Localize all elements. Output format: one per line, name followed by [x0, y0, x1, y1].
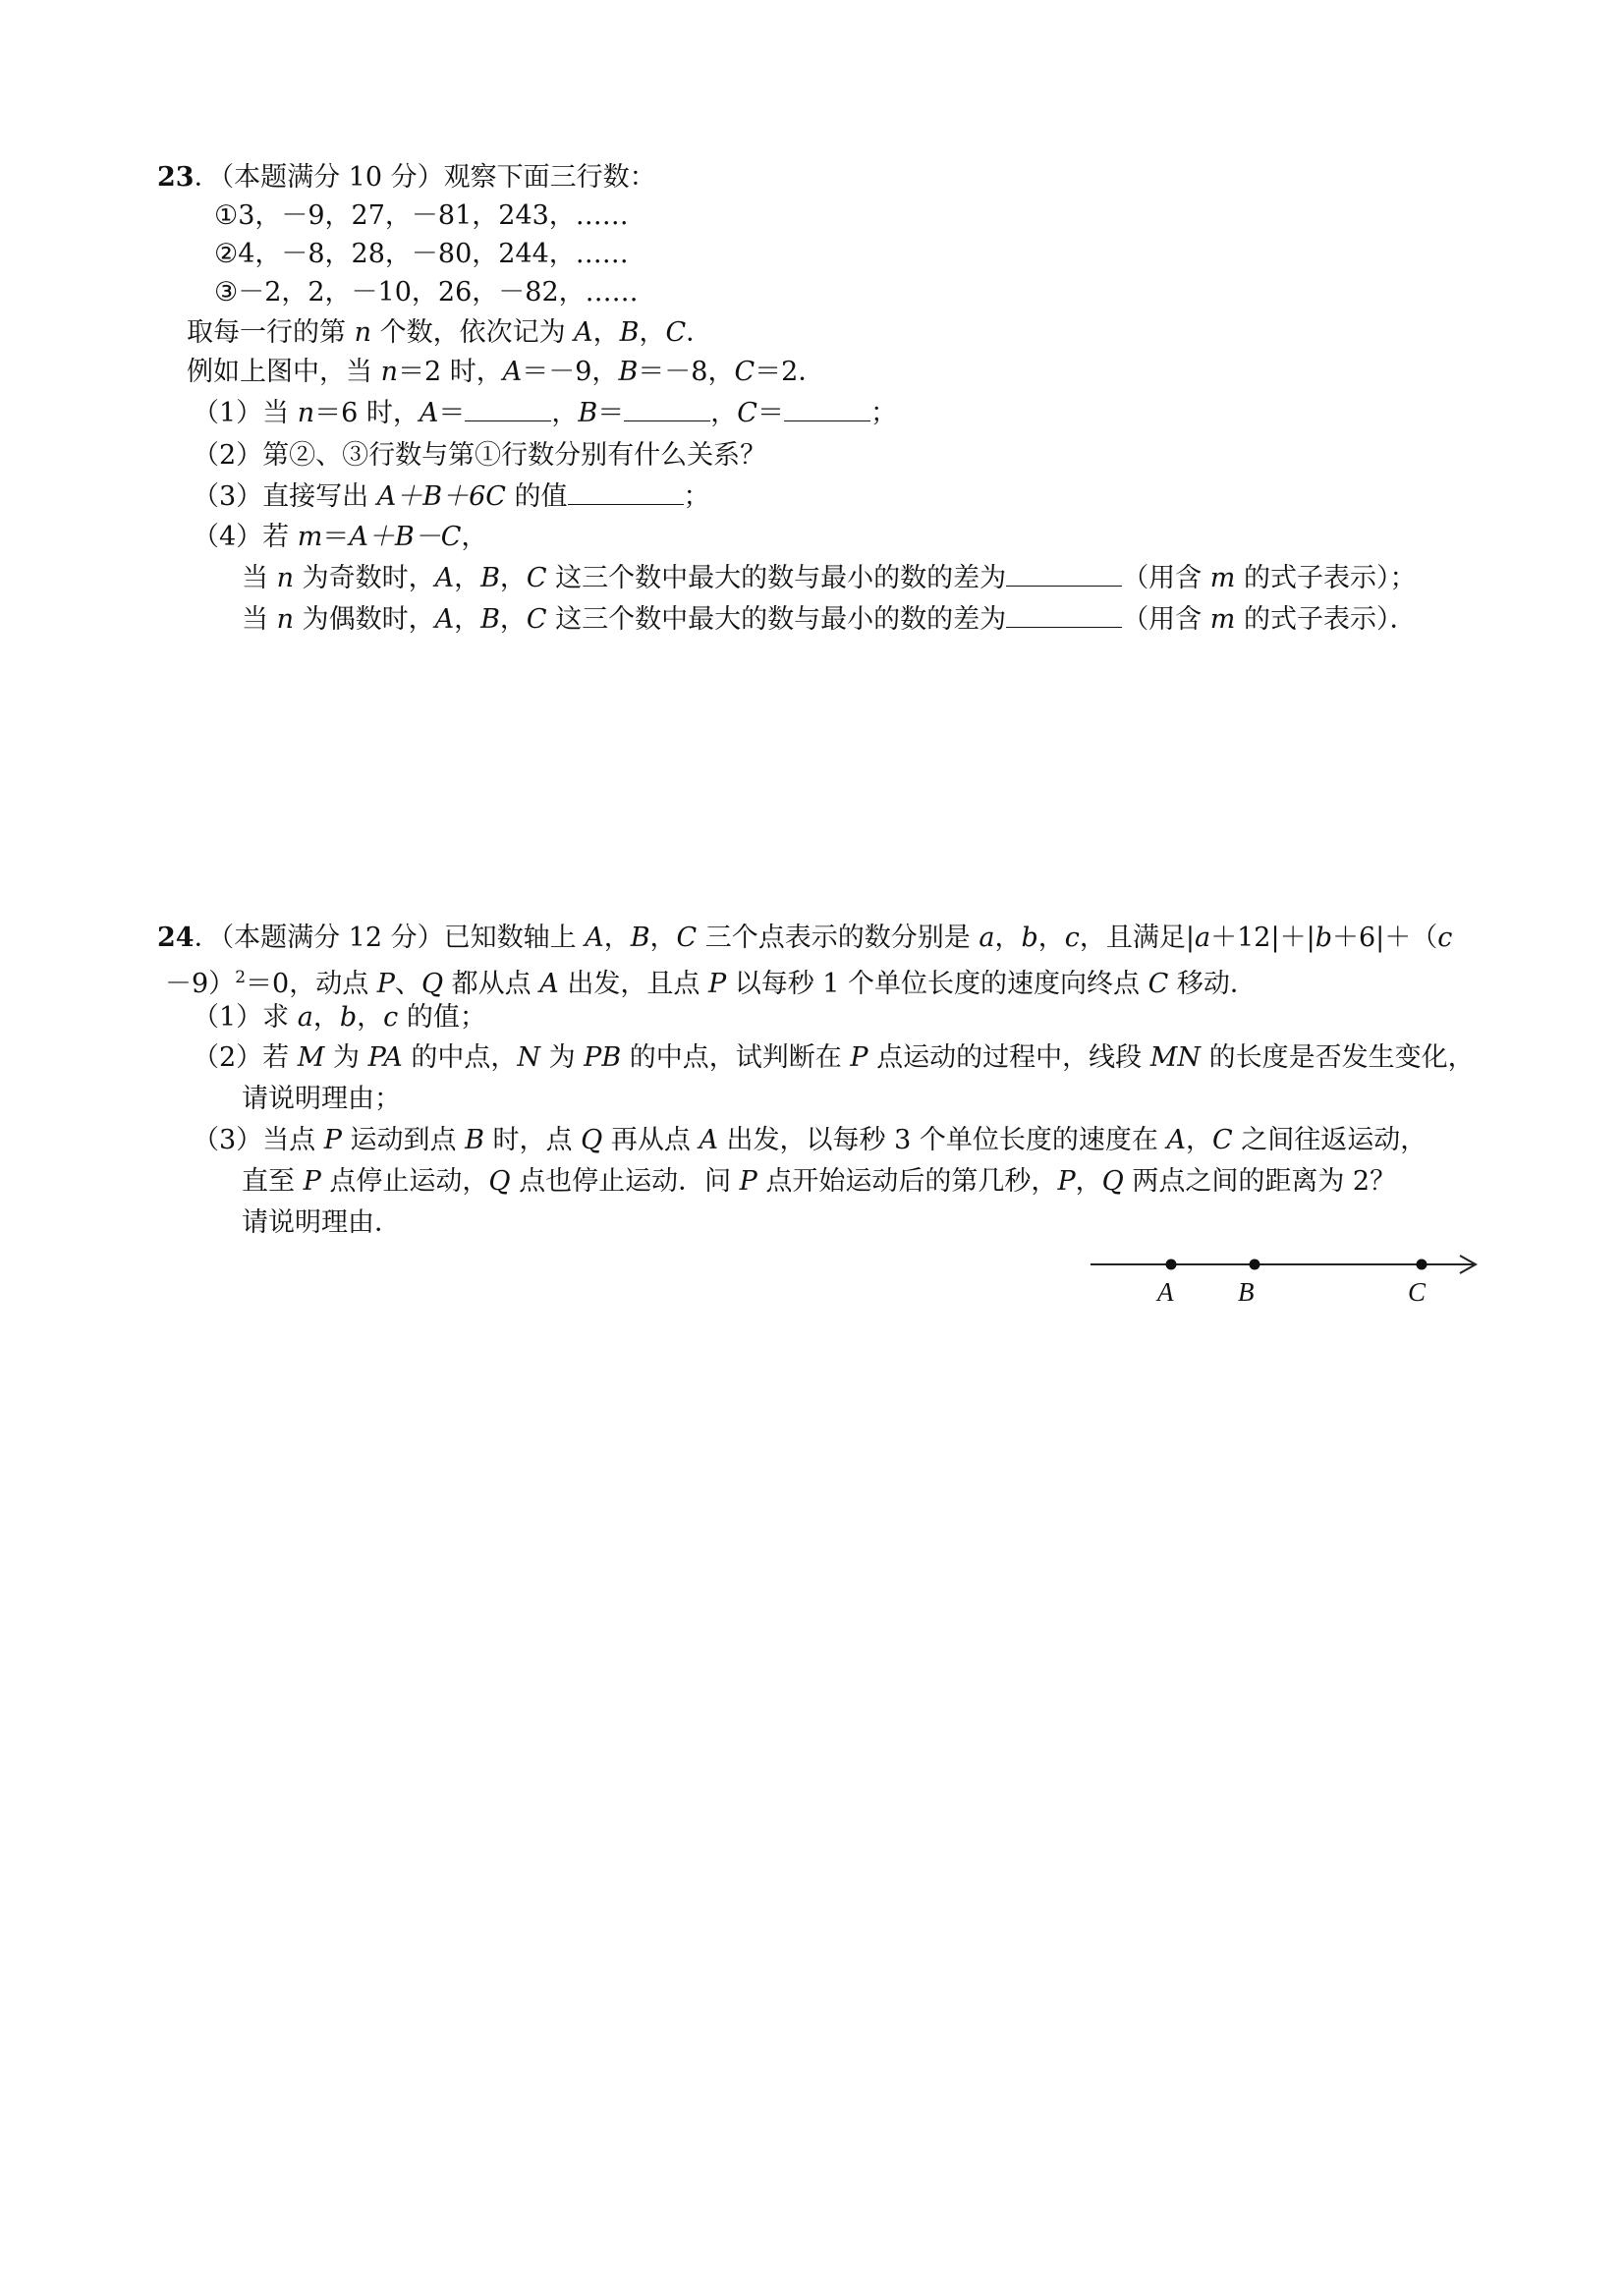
q24-number: 24	[157, 923, 195, 953]
q23-row3: ③－2，2，－10，26，－82，……	[214, 277, 639, 308]
q24-stem-line2: －9）$^2$＝0，动点 P、Q 都从点 A 出发，且点 P 以每秒 1 个单位长度的速度向终点 C 移动．	[165, 968, 1257, 999]
q24-part3-cont2: 请说明理由．	[242, 1207, 401, 1238]
point-B	[1250, 1260, 1260, 1270]
label-B: B	[1238, 1277, 1255, 1307]
answer-blank-C[interactable]	[784, 420, 870, 421]
point-A	[1166, 1260, 1177, 1270]
q24-part2: （2）若 M 为 PA 的中点，N 为 PB 的中点，试判断在 P 点运动的过程中，线段 MN 的长度是否发生变化，	[193, 1042, 1475, 1073]
label-A: A	[1157, 1277, 1174, 1307]
q24-part2-cont: 请说明理由；	[242, 1084, 401, 1114]
point-C	[1417, 1260, 1427, 1270]
answer-blank-B[interactable]	[624, 420, 710, 421]
q23-part4: （4）若 m＝A＋B－C，	[193, 522, 488, 552]
q23-part4-odd: 当 n 为奇数时，A，B，C 这三个数中最大的数与最小的数的差为 （用含 m 的式子表示）；	[242, 563, 1417, 593]
q23-part3: （3）直接写出 A＋B＋6C 的值 ；	[193, 481, 710, 512]
q24-part1: （1）求 a，b，c 的值；	[193, 1002, 486, 1033]
q23-title: 23．（本题满分 10 分）观察下面三行数：	[157, 162, 656, 193]
q23-part1: （1）当 n＝6 时，A＝ ，B＝ ，C＝ ；	[193, 398, 897, 428]
number-line-figure	[1081, 1240, 1493, 1318]
answer-blank-A[interactable]	[465, 420, 551, 421]
q24-part3: （3）当点 P 运动到点 B 时，点 Q 再从点 A 出发，以每秒 3 个单位长度的速度在 A，C 之间往返运动，	[193, 1125, 1427, 1155]
q23-row2: ②4，－8，28，－80，244，……	[214, 239, 629, 269]
answer-blank-odd[interactable]	[1006, 586, 1122, 587]
q23-take: 取每一行的第 n 个数，依次记为 A，B，C．	[187, 317, 713, 348]
answer-blank-even[interactable]	[1006, 627, 1122, 628]
q23-example: 例如上图中，当 n＝2 时，A＝－9，B＝－8，C＝2．	[187, 357, 825, 387]
q23-row1: ①3，－9，27，－81，243，……	[214, 200, 629, 231]
q24-part3-cont: 直至 P 点停止运动，Q 点也停止运动．问 P 点开始运动后的第几秒，P，Q 两点之间的距离为 2？	[242, 1166, 1397, 1197]
q23-part2: （2）第②、③行数与第①行数分别有什么关系？	[193, 440, 767, 471]
q23-number: 23	[157, 162, 195, 193]
q24-stem-line1: 24．（本题满分 12 分）已知数轴上 A，B，C 三个点表示的数分别是 a，b，c，且满足|a＋12|＋|b＋6|＋（c	[157, 923, 1453, 953]
answer-blank-sum[interactable]	[568, 504, 684, 505]
q23-part4-even: 当 n 为偶数时，A，B，C 这三个数中最大的数与最小的数的差为 （用含 m 的式子表示）．	[242, 604, 1417, 635]
label-C: C	[1408, 1277, 1427, 1307]
